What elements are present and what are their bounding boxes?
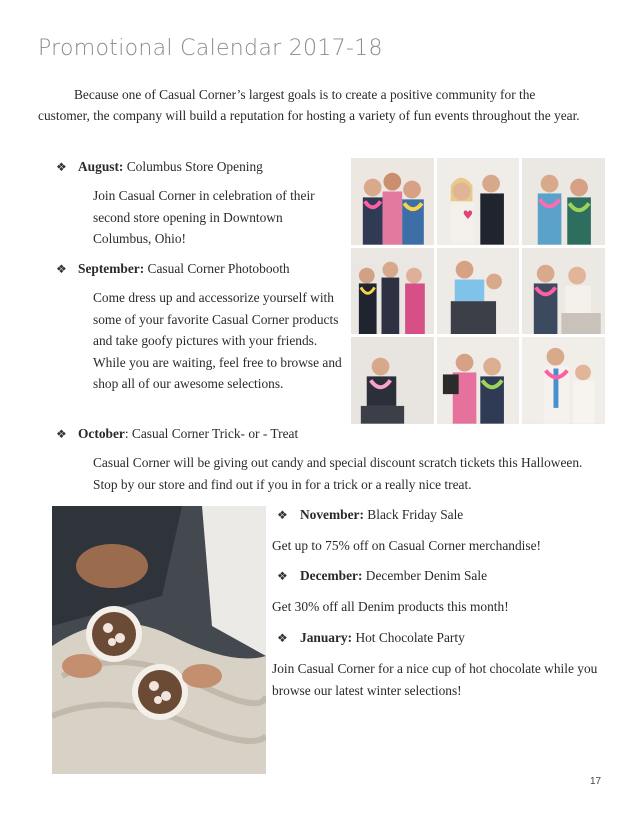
- event-description-january: Join Casual Corner for a nice cup of hot chocolate while you browse our latest winter selections!: [272, 661, 598, 698]
- event-description-september: Come dress up and accessorize yourself with some of your favorite Casual Corner products and take goofy pictures with your friends. While you are waiting, feel free to browse and shop all of our awesome selections.: [93, 290, 342, 391]
- event-name: December Denim Sale: [362, 568, 488, 583]
- event-heading-september: [56, 259, 290, 279]
- event-name: Casual Corner Photobooth: [144, 261, 290, 276]
- diamond-bullet-icon: ❖: [56, 262, 67, 276]
- event-description-october: Casual Corner will be giving out candy and special discount scratch tickets this Halloween. Stop by our store and find out if you in for a trick or a really nice treat.: [93, 455, 583, 492]
- event-heading-january: [277, 628, 465, 648]
- diamond-bullet-icon: ❖: [277, 508, 288, 522]
- event-description-december: Get 30% off all Denim products this month!: [272, 599, 509, 614]
- event-month: November:: [300, 507, 364, 522]
- photobooth-photo: [351, 248, 434, 335]
- event-description-august: Join Casual Corner in celebration of their second store opening in Downtown Columbus, Ohio!: [93, 188, 315, 246]
- photobooth-photo: [437, 337, 520, 424]
- photobooth-photo: [351, 337, 434, 424]
- event-heading-august: [56, 157, 263, 177]
- page-title: Promotional Calendar 2017-18: [38, 36, 383, 61]
- event-name: Black Friday Sale: [363, 507, 464, 522]
- event-month: January:: [300, 630, 353, 645]
- svg-text:♥: ♥: [462, 208, 473, 223]
- event-name: Hot Chocolate Party: [352, 630, 465, 645]
- diamond-bullet-icon: ❖: [277, 569, 288, 583]
- photobooth-photo: [437, 248, 520, 335]
- photobooth-photo: [522, 158, 605, 245]
- photobooth-photo: [522, 248, 605, 335]
- page-number: 17: [590, 776, 602, 787]
- event-month: October: [78, 426, 125, 441]
- event-name: : Casual Corner Trick- or - Treat: [124, 426, 299, 441]
- event-month: August:: [78, 159, 124, 174]
- photobooth-photo-grid: [351, 158, 605, 424]
- event-heading-october: [56, 424, 298, 444]
- photobooth-photo: [437, 158, 520, 245]
- event-description-november: Get up to 75% off on Casual Corner merchandise!: [272, 538, 541, 553]
- photobooth-photo: [522, 337, 605, 424]
- event-month: September:: [78, 261, 145, 276]
- hot-chocolate-photo: [52, 506, 266, 774]
- intro-paragraph: Because one of Casual Corner’s largest goals is to create a positive community for the customer, the company will build a reputation for hosting a variety of fun events throughout the year.: [38, 87, 580, 123]
- event-month: December:: [300, 568, 363, 583]
- photobooth-photo: [351, 158, 434, 245]
- diamond-bullet-icon: ❖: [56, 160, 67, 174]
- diamond-bullet-icon: ❖: [277, 631, 288, 645]
- event-heading-november: [277, 505, 463, 525]
- event-heading-december: [277, 566, 487, 586]
- event-name: Columbus Store Opening: [123, 159, 263, 174]
- diamond-bullet-icon: ❖: [56, 427, 67, 441]
